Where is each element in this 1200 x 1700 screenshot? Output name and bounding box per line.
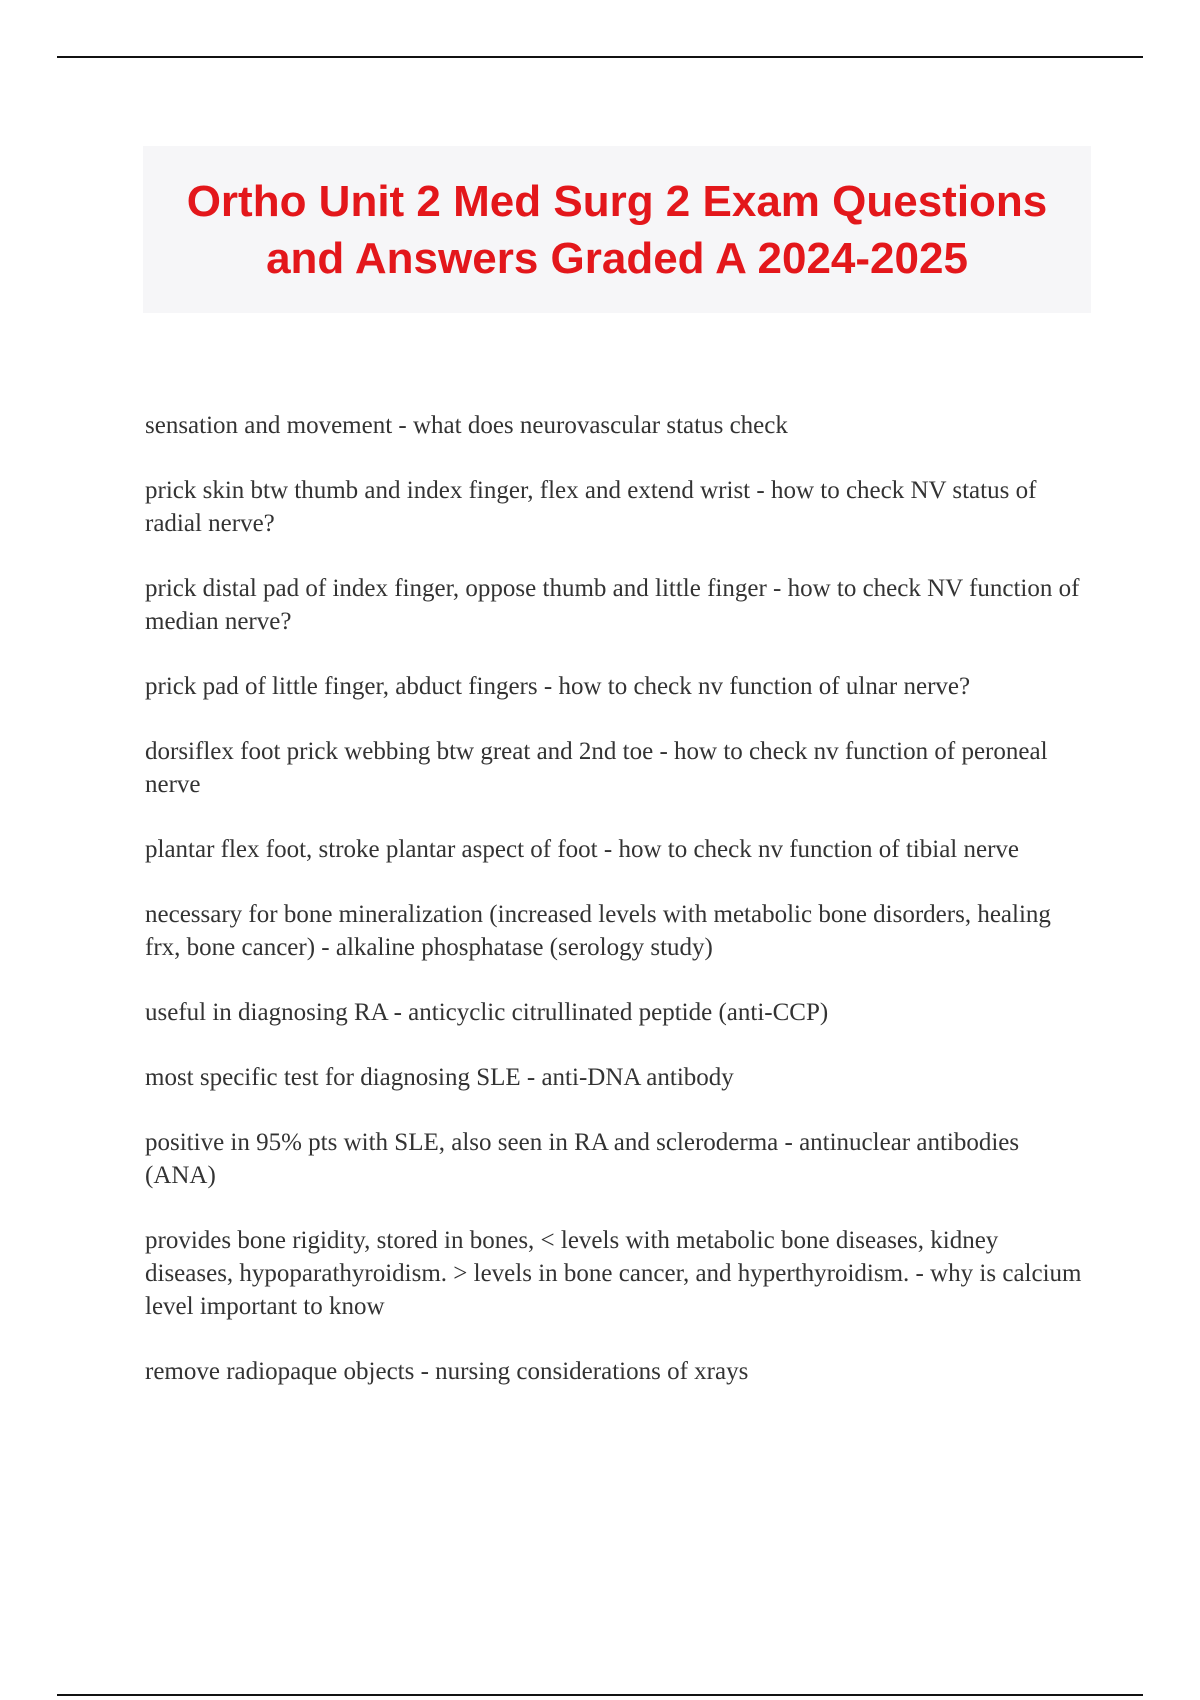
qa-item: useful in diagnosing RA - anticyclic citrullinated peptide (anti-CCP) bbox=[145, 999, 829, 1026]
qa-item: sensation and movement - what does neurovascular status check bbox=[145, 412, 788, 439]
qa-item: provides bone rigidity, stored in bones, < levels with metabolic bone diseases, kidney diseases, hypoparathyroidism. > levels in bone cancer, and hyperthyroidism. - why is calcium level important to know bbox=[145, 1227, 1082, 1320]
top-rule bbox=[57, 56, 1143, 58]
qa-item: prick pad of little finger, abduct fingers - how to check nv function of ulnar nerve? bbox=[145, 673, 971, 700]
qa-item: necessary for bone mineralization (increased levels with metabolic bone disorders, healing frx, bone cancer) - alkaline phosphatase (serology study) bbox=[145, 901, 1051, 961]
qa-item: positive in 95% pts with SLE, also seen in RA and scleroderma - antinuclear antibodies (ANA) bbox=[145, 1129, 1020, 1189]
qa-list bbox=[145, 409, 1090, 1420]
qa-item: remove radiopaque objects - nursing considerations of xrays bbox=[145, 1358, 749, 1385]
title-banner bbox=[143, 146, 1091, 313]
bottom-rule bbox=[57, 1694, 1143, 1696]
qa-item: plantar flex foot, stroke plantar aspect of foot - how to check nv function of tibial nerve bbox=[145, 836, 1020, 863]
document-title: Ortho Unit 2 Med Surg 2 Exam Questions and Answers Graded A 2024-2025 bbox=[186, 176, 1048, 283]
qa-item: dorsiflex foot prick webbing btw great and 2nd toe - how to check nv function of peroneal nerve bbox=[145, 738, 1048, 798]
qa-item: most specific test for diagnosing SLE - anti-DNA antibody bbox=[145, 1064, 734, 1091]
qa-item: prick distal pad of index finger, oppose thumb and little finger - how to check NV function of median nerve? bbox=[145, 575, 1080, 635]
qa-item: prick skin btw thumb and index finger, flex and extend wrist - how to check NV status of radial nerve? bbox=[145, 477, 1037, 537]
